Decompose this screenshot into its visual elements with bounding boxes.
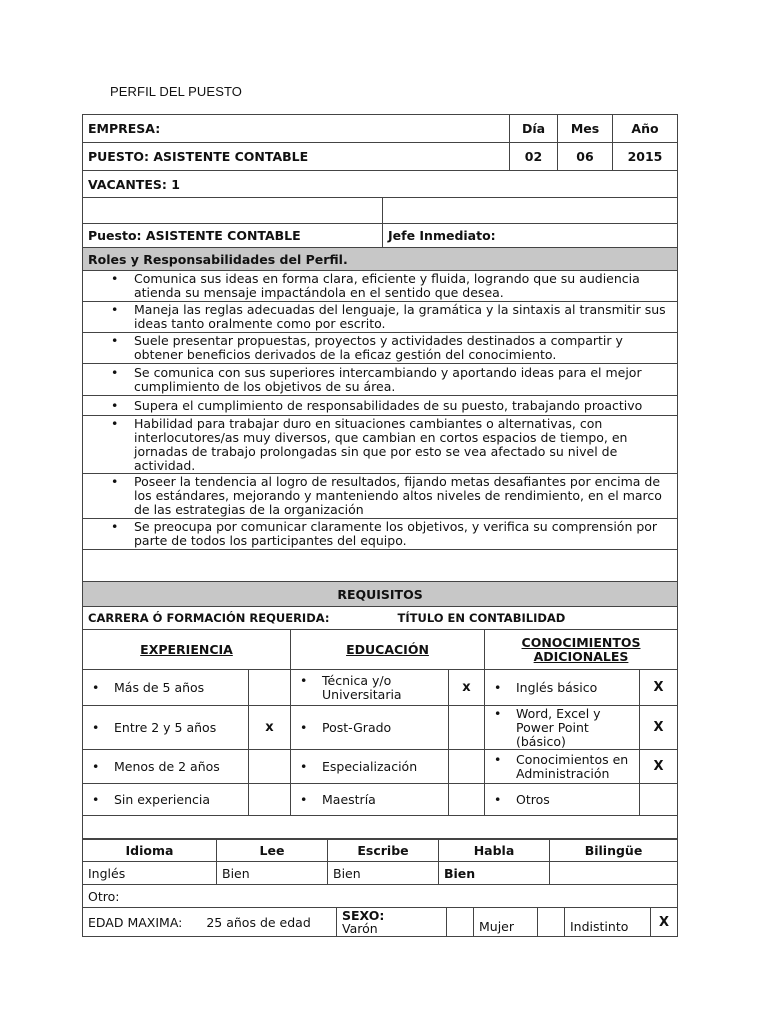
- role-item: • Se comunica con sus superiores intercambiando y aportando ideas para el mejor cumplimiento de los objetivos de su área.: [83, 364, 678, 396]
- edad-maxima-cell: [83, 908, 337, 937]
- conocimiento-mark: X: [640, 706, 678, 750]
- educacion-mark: x: [449, 670, 485, 706]
- role-item: • Comunica sus ideas en forma clara, eficiente y fluida, logrando que su audiencia atienda su mensaje impactándola en el sentido que desea.: [83, 271, 678, 302]
- role-item: • Suele presentar propuestas, proyectos y actividades destinados a compartir y obtener beneficios derivados de la eficaz gestión del conocimiento.: [83, 333, 678, 364]
- mujer-mark: [538, 908, 565, 937]
- jefe-inmediato-field: Jefe Inmediato:: [383, 224, 678, 248]
- profile-header-table: [82, 114, 678, 582]
- bilingue-header: Bilingüe: [550, 839, 678, 862]
- mes-label: Mes: [558, 115, 613, 143]
- educacion-option: • Post-Grado: [291, 706, 449, 750]
- carrera-row: [83, 607, 678, 630]
- role-item: • Poseer la tendencia al logro de resultados, fijando metas desafiantes por encima de los estándares, mejorando y manteniendo altos niveles de rendimiento, en el marco de las estrategias de la organización: [83, 474, 678, 519]
- idioma-header: Idioma: [83, 839, 217, 862]
- idioma-value: Inglés: [83, 862, 217, 885]
- anio-value: 2015: [613, 143, 678, 171]
- educacion-header: EDUCACIÓN: [291, 630, 485, 670]
- escribe-header: Escribe: [328, 839, 439, 862]
- experiencia-header: EXPERIENCIA: [83, 630, 291, 670]
- empresa-label: EMPRESA:: [83, 115, 510, 143]
- puesto-label: PUESTO: ASISTENTE CONTABLE: [83, 143, 510, 171]
- role-item: • Maneja las reglas adecuadas del lenguaje, la gramática y la sintaxis al transmitir sus ideas tanto oralmente como por escrito.: [83, 302, 678, 333]
- escribe-value: Bien: [328, 862, 439, 885]
- dia-label: Día: [510, 115, 558, 143]
- conocimiento-option: • Word, Excel y Power Point (básico): [485, 706, 640, 750]
- habla-header: Habla: [439, 839, 550, 862]
- indistinto-mark: X: [651, 908, 678, 937]
- mujer-label: Mujer: [474, 908, 538, 937]
- conocimiento-option: • Inglés básico: [485, 670, 640, 706]
- vacantes-label: VACANTES: 1: [83, 171, 678, 198]
- conocimiento-option: • Otros: [485, 784, 640, 816]
- conocimiento-option: • Conocimientos en Administración: [485, 750, 640, 784]
- bilingue-value: [550, 862, 678, 885]
- role-item: • Se preocupa por comunicar claramente los objetivos, y verifica su comprensión por parte de todos los participantes del equipo.: [83, 519, 678, 550]
- educacion-mark: [449, 750, 485, 784]
- lee-header: Lee: [217, 839, 328, 862]
- educacion-option: • Especialización: [291, 750, 449, 784]
- experiencia-mark: x: [249, 706, 291, 750]
- educacion-option: • Técnica y/o Universitaria: [291, 670, 449, 706]
- role-item: • Habilidad para trabajar duro en situaciones cambiantes o alternativas, con interlocutores/as muy diversos, que cambian en cortos espacios de tiempo, en jornadas de trabajo prolongadas sin que por esto se vea afectado su nivel de actividad.: [83, 416, 678, 474]
- conocimiento-mark: X: [640, 670, 678, 706]
- experiencia-mark: [249, 750, 291, 784]
- otro-idioma-field: Otro:: [83, 885, 678, 908]
- lee-value: Bien: [217, 862, 328, 885]
- sexo-label: SEXO:: [342, 908, 385, 923]
- edad-maxima-value: 25 años de edad: [206, 914, 311, 930]
- carrera-label: CARRERA Ó FORMACIÓN REQUERIDA:: [88, 611, 330, 625]
- sexo-cell: [337, 908, 447, 937]
- edad-maxima-label: EDAD MAXIMA:: [88, 914, 183, 930]
- document-title: PERFIL DEL PUESTO: [110, 84, 242, 99]
- experiencia-option: • Sin experiencia: [83, 784, 249, 816]
- role-item: • Supera el cumplimiento de responsabilidades de su puesto, trabajando proactivo: [83, 396, 678, 416]
- experiencia-option: • Menos de 2 años: [83, 750, 249, 784]
- habla-value: Bien: [439, 862, 550, 885]
- varon-label: Varón: [342, 921, 378, 936]
- roles-heading: Roles y Responsabilidades del Perfil.: [83, 248, 678, 271]
- empty-cell: [83, 550, 678, 582]
- experiencia-option: • Entre 2 y 5 años: [83, 706, 249, 750]
- educacion-mark: [449, 784, 485, 816]
- conocimiento-mark: [640, 784, 678, 816]
- languages-table: [82, 838, 678, 908]
- requirements-table: [82, 581, 678, 840]
- experiencia-mark: [249, 670, 291, 706]
- mes-value: 06: [558, 143, 613, 171]
- conocimiento-mark: X: [640, 750, 678, 784]
- experiencia-mark: [249, 784, 291, 816]
- empty-cell: [83, 816, 678, 840]
- puesto-field: Puesto: ASISTENTE CONTABLE: [83, 224, 383, 248]
- empty-cell: [83, 198, 383, 224]
- indistinto-label: Indistinto: [565, 908, 651, 937]
- varon-mark: [447, 908, 474, 937]
- carrera-value: TÍTULO EN CONTABILIDAD: [397, 611, 566, 625]
- footer-table: [82, 907, 678, 937]
- experiencia-option: • Más de 5 años: [83, 670, 249, 706]
- empty-cell: [383, 198, 678, 224]
- educacion-mark: [449, 706, 485, 750]
- educacion-option: • Maestría: [291, 784, 449, 816]
- requisitos-heading: REQUISITOS: [83, 582, 678, 607]
- conocimientos-header: CONOCIMIENTOS ADICIONALES: [485, 630, 678, 670]
- anio-label: Año: [613, 115, 678, 143]
- dia-value: 02: [510, 143, 558, 171]
